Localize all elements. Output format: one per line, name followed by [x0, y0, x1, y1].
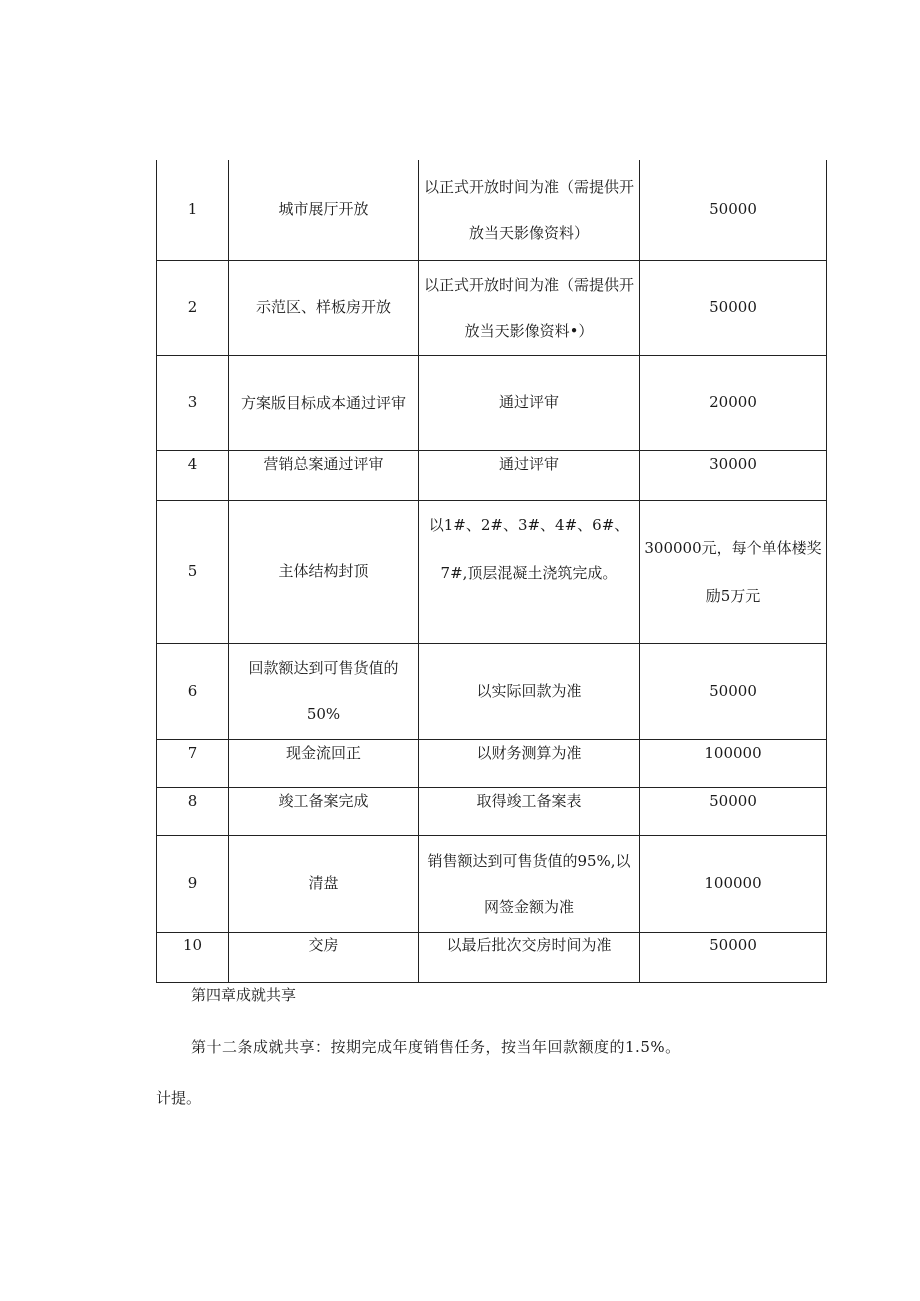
- table-row: [157, 932, 827, 982]
- chapter-heading: 第四章成就共享: [191, 986, 297, 1004]
- milestone-condition: 以实际回款为准: [419, 643, 640, 739]
- article-paragraph-continuation: 计提。: [156, 1089, 202, 1107]
- milestone-condition: 通过评审: [419, 450, 640, 500]
- milestone-name: 竣工备案完成: [229, 787, 419, 835]
- milestone-name: 方案版目标成本通过评审: [229, 355, 419, 450]
- milestone-condition: 以财务测算为准: [419, 739, 640, 787]
- milestone-name: 交房: [229, 932, 419, 982]
- row-number: 5: [157, 500, 229, 643]
- row-number: 9: [157, 835, 229, 932]
- row-number: 1: [157, 160, 229, 260]
- table-row: [157, 787, 827, 835]
- milestone-name: 主体结构封顶: [229, 500, 419, 643]
- reward-amount: 30000: [640, 450, 827, 500]
- table-row: [157, 355, 827, 450]
- reward-amount: 50000: [640, 932, 827, 982]
- row-number: 7: [157, 739, 229, 787]
- table-row: [157, 450, 827, 500]
- reward-amount: 100000: [640, 739, 827, 787]
- milestone-condition: 以正式开放时间为准（需提供开放当天影像资料•）: [419, 260, 640, 355]
- milestone-condition: 通过评审: [419, 355, 640, 450]
- table-row: [157, 643, 827, 739]
- table-row: [157, 160, 827, 260]
- reward-amount: 50000: [640, 260, 827, 355]
- article-paragraph: 第十二条成就共享：按期完成年度销售任务，按当年回款额度的1.5%。: [191, 1038, 681, 1056]
- milestone-reward-table: [156, 160, 827, 983]
- table-row: [157, 835, 827, 932]
- milestone-name: 示范区、样板房开放: [229, 260, 419, 355]
- row-number: 6: [157, 643, 229, 739]
- reward-amount: 50000: [640, 643, 827, 739]
- milestone-name: 清盘: [229, 835, 419, 932]
- reward-amount: 50000: [640, 787, 827, 835]
- row-number: 2: [157, 260, 229, 355]
- milestone-condition: 销售额达到可售货值的95%,以网签金额为准: [419, 835, 640, 932]
- row-number: 3: [157, 355, 229, 450]
- milestone-name: 城市展厅开放: [229, 160, 419, 260]
- milestone-condition: 取得竣工备案表: [419, 787, 640, 835]
- reward-amount: 300000元，每个单体楼奖励5万元: [640, 500, 827, 643]
- milestone-condition: 以最后批次交房时间为准: [419, 932, 640, 982]
- row-number: 10: [157, 932, 229, 982]
- milestone-name: 现金流回正: [229, 739, 419, 787]
- table-row: [157, 500, 827, 643]
- milestone-condition: 以正式开放时间为准（需提供开放当天影像资料）: [419, 160, 640, 260]
- milestone-condition: 以1#、2#、3#、4#、6#、7#,顶层混凝土浇筑完成。: [419, 500, 640, 643]
- row-number: 4: [157, 450, 229, 500]
- reward-amount: 100000: [640, 835, 827, 932]
- reward-amount: 50000: [640, 160, 827, 260]
- row-number: 8: [157, 787, 229, 835]
- table-row: [157, 739, 827, 787]
- milestone-name: 营销总案通过评审: [229, 450, 419, 500]
- reward-amount: 20000: [640, 355, 827, 450]
- milestone-name: 回款额达到可售货值的50%: [229, 643, 419, 739]
- table-row: [157, 260, 827, 355]
